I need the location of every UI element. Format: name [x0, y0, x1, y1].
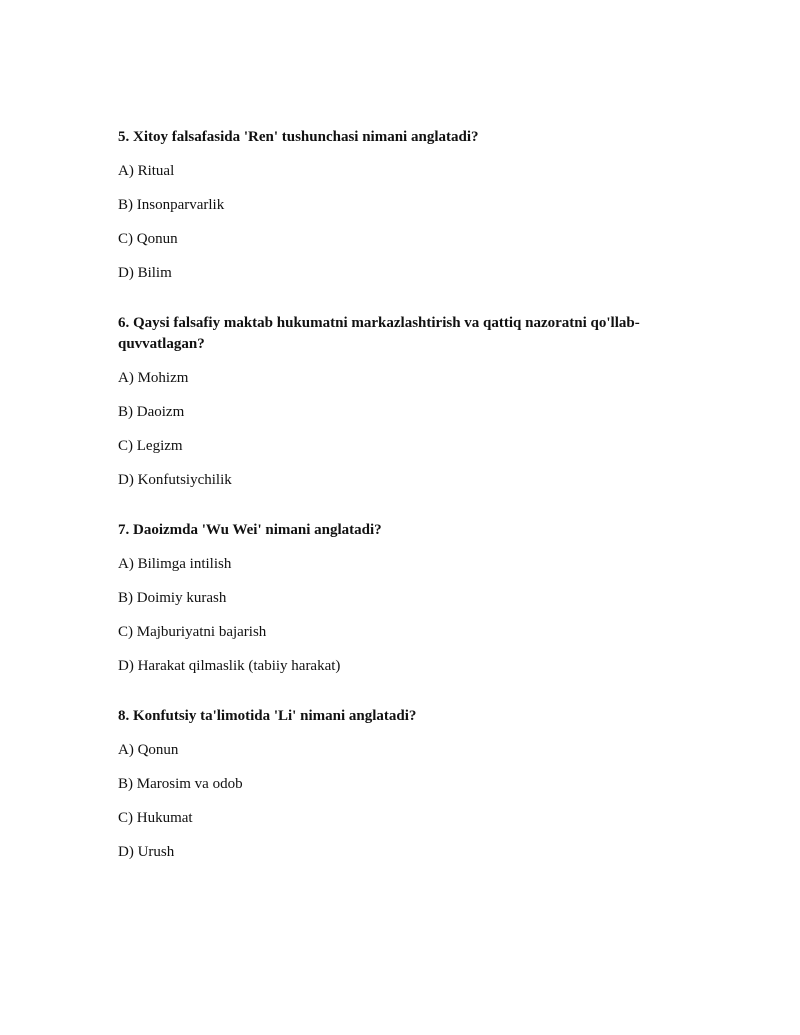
question-title: 6. Qaysi falsafiy maktab hukumatni markazlashtirish va qattiq nazoratni qo'llab-quvvatlagan?: [118, 315, 640, 352]
question-5: [118, 127, 678, 284]
option-b: B) Daoizm: [118, 404, 185, 420]
question-title: 7. Daoizmda 'Wu Wei' nimani anglatadi?: [118, 522, 382, 538]
option-c: C) Qonun: [118, 231, 178, 247]
option-a: A) Mohizm: [118, 370, 189, 386]
option-d: D) Bilim: [118, 265, 172, 281]
option-a: A) Bilimga intilish: [118, 556, 232, 572]
option-b: B) Marosim va odob: [118, 776, 243, 792]
option-d: D) Urush: [118, 844, 175, 860]
option-b: B) Doimiy kurash: [118, 590, 227, 606]
option-c: C) Legizm: [118, 438, 183, 454]
option-a: A) Ritual: [118, 163, 175, 179]
option-c: C) Majburiyatni bajarish: [118, 624, 267, 640]
question-8: [118, 706, 678, 863]
question-title: 5. Xitoy falsafasida 'Ren' tushunchasi nimani anglatadi?: [118, 129, 479, 145]
quiz-content: [118, 127, 678, 876]
option-c: C) Hukumat: [118, 810, 193, 826]
option-a: A) Qonun: [118, 742, 179, 758]
question-6: [118, 313, 678, 491]
question-title: 8. Konfutsiy ta'limotida 'Li' nimani anglatadi?: [118, 708, 417, 724]
question-7: [118, 520, 678, 677]
option-d: D) Harakat qilmaslik (tabiiy harakat): [118, 658, 341, 674]
option-d: D) Konfutsiychilik: [118, 472, 232, 488]
option-b: B) Insonparvarlik: [118, 197, 225, 213]
